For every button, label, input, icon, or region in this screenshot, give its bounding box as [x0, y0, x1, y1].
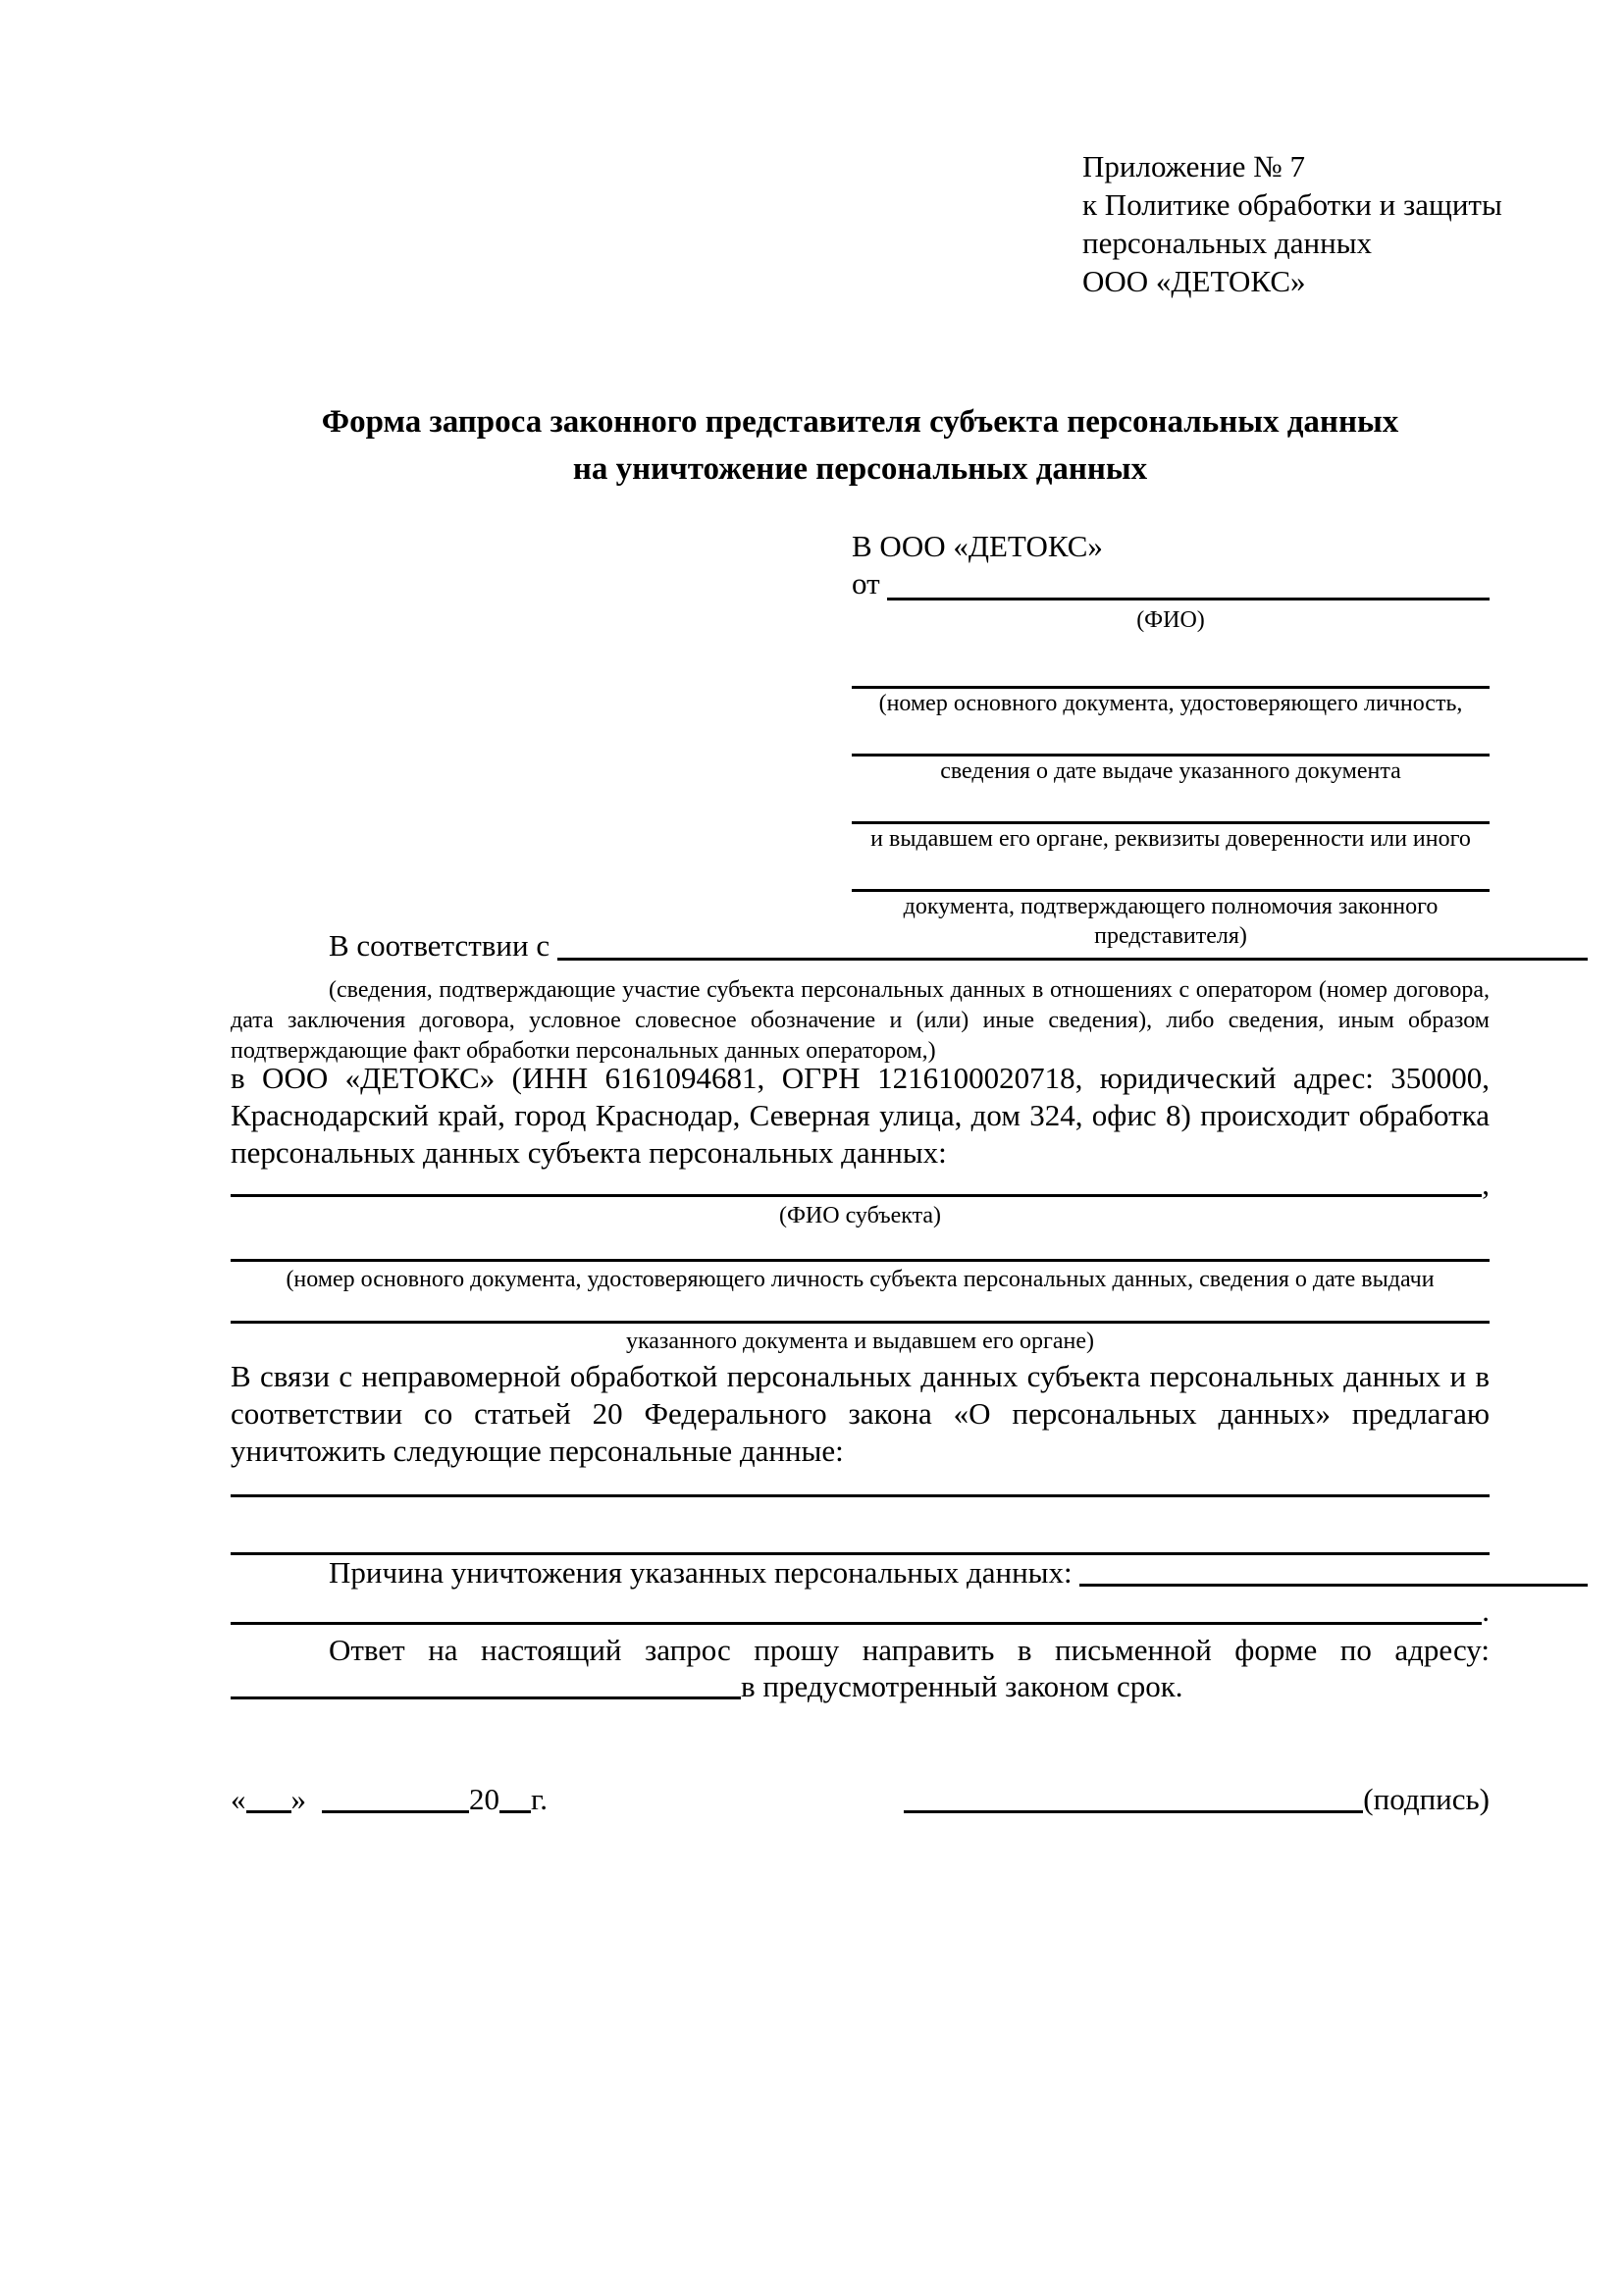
open-quote: «	[231, 1782, 246, 1816]
signature-row	[231, 1776, 1490, 1819]
page-title-line2: на уничтожение персональных данных	[572, 451, 1148, 487]
year-suffix: г.	[531, 1782, 548, 1816]
annex-header-line: ООО «ДЕТОКС»	[1082, 264, 1306, 298]
blank-line	[852, 718, 1490, 757]
blank-line-caption: документа, подтверждающего полномочия законного представителя)	[903, 894, 1439, 949]
annex-header-line: к Политике обработки и защиты	[1082, 187, 1502, 222]
close-quote: »	[290, 1782, 306, 1816]
addressee-to: В ООО «ДЕТОКС»	[852, 529, 1103, 563]
subject-doc-caption-1: (номер основного документа, удостоверяющего личность субъекта персональных данных, сведения о дате выдачи	[286, 1267, 1435, 1292]
subject-doc-caption-2: указанного документа и выдавшем его органе)	[625, 1329, 1095, 1354]
blank-line	[231, 1231, 1490, 1262]
comma: ,	[1482, 1167, 1490, 1201]
reply-address-row	[231, 1669, 1490, 1704]
subject-fio-blank-line	[231, 1194, 1482, 1197]
accordance-label: В соответствии с	[329, 928, 557, 963]
blank-line-caption: и выдавшем его органе, реквизиты доверенности или иного	[870, 826, 1471, 852]
page-title	[231, 398, 1490, 493]
blank-line	[852, 786, 1490, 824]
address-blank-line	[231, 1696, 741, 1699]
reason-label: Причина уничтожения указанных персональных данных:	[329, 1555, 1080, 1590]
blank-line	[852, 651, 1490, 689]
from-row	[852, 566, 1490, 605]
page-title-line1: Форма запроса законного представителя субъекта персональных данных	[321, 404, 1399, 440]
blank-line	[852, 854, 1490, 892]
accordance-note: (сведения, подтверждающие участие субъекта персональных данных в отношениях с оператором (номер договора, дата заключения договора, условное словесное обозначение и (или) иные сведения), либо сведения, иным образом подтверждающие факт обработки персональных данных оператором,)	[231, 977, 1490, 1064]
annex-header-line: персональных данных	[1082, 226, 1373, 260]
unlawful-paragraph: В связи с неправомерной обработкой персональных данных субъекта персональных данных и в соответствии со статьей 20 Федерального закона «О персональных данных» предлагаю уничтожить следующие персональные данные:	[231, 1359, 1490, 1468]
subject-fio-row	[231, 1167, 1490, 1201]
signature-group	[904, 1780, 1490, 1819]
accordance-blank-line	[557, 928, 1588, 961]
signature-blank-line	[904, 1810, 1363, 1813]
date-day-blank	[246, 1810, 291, 1813]
signature-caption: (подпись)	[1363, 1782, 1490, 1816]
reply-paragraph: Ответ на настоящий запрос прошу направить в письменной форме по адресу:	[329, 1633, 1490, 1667]
date-month-blank	[322, 1810, 469, 1813]
accordance-row	[231, 928, 1588, 965]
period: .	[1482, 1593, 1490, 1628]
date-group	[231, 1780, 548, 1819]
reason-continuation-row	[231, 1593, 1490, 1628]
blank-line	[231, 1296, 1490, 1324]
blank-line	[231, 1467, 1490, 1497]
reply-tail-text: в предусмотренный законом срок.	[741, 1669, 1183, 1703]
year-prefix: 20	[469, 1782, 499, 1816]
operator-paragraph: в ООО «ДЕТОКС» (ИНН 6161094681, ОГРН 1216100020718, юридический адрес: 350000, Краснодарский край, город Краснодар, Северная улица, дом 324, офис 8) происходит обработка персональных данных субъекта персональных данных:	[231, 1061, 1490, 1170]
addressee-block	[852, 527, 1490, 951]
blank-line-caption: сведения о дате выдаче указанного документа	[940, 758, 1401, 784]
blank-line	[231, 1499, 1490, 1555]
from-blank-line	[887, 566, 1490, 600]
fio-caption: (ФИО)	[1136, 607, 1205, 633]
from-label: от	[852, 566, 888, 600]
date-year-blank	[499, 1810, 531, 1813]
reason-row	[231, 1556, 1588, 1590]
blank-line	[231, 1622, 1482, 1625]
annex-header	[1082, 147, 1502, 300]
reason-blank-line	[1079, 1556, 1588, 1587]
subject-fio-caption: (ФИО субъекта)	[778, 1203, 942, 1228]
blank-line-caption: (номер основного документа, удостоверяющего личность,	[878, 691, 1463, 716]
annex-header-line: Приложение № 7	[1082, 149, 1305, 183]
